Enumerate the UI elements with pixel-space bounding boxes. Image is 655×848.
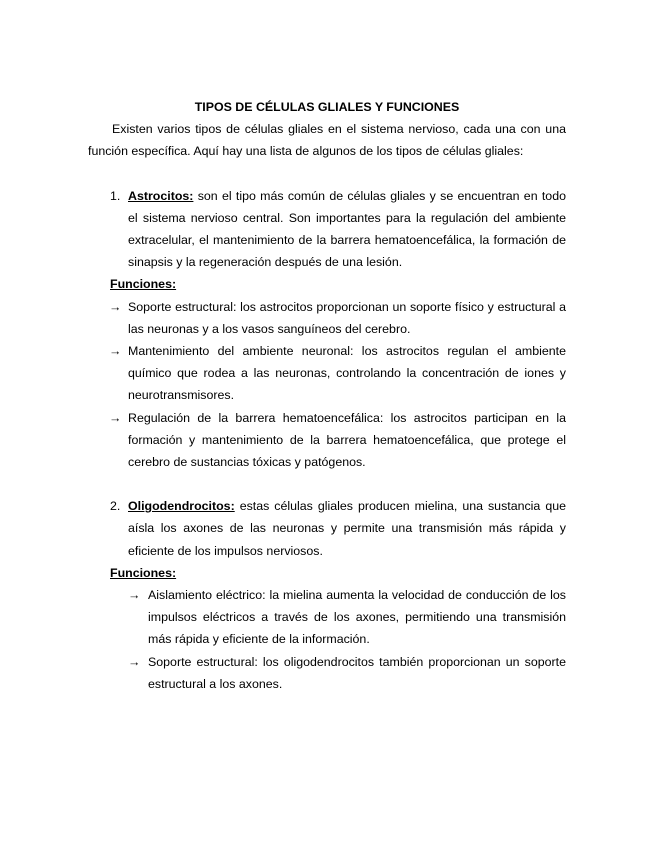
function-item: [88, 584, 566, 651]
function-text: Regulación de la barrera hematoencefálica: los astrocitos participan en la formación y mantenimiento de la barrera hematoencefálica, que protege el cerebro de sustancias tóxicas y patógenos.: [128, 410, 566, 470]
spacer: [88, 473, 566, 495]
function-text: Soporte estructural: los astrocitos proporcionan un soporte físico y estructural a las neuronas y a los vasos sanguíneos del cerebro.: [128, 299, 566, 336]
document-body: [88, 96, 566, 695]
functions-heading: Funciones:: [110, 277, 177, 292]
function-item: [88, 407, 566, 474]
astrocitos-description: son el tipo más común de células gliales y se encuentran en todo el sistema nervioso central. Son importantes para la regulación del ambiente extracelular, el mantenimiento de la barrera hematoencefálica, la formación de sinapsis y la regeneración después de una lesión.: [128, 188, 566, 270]
arrow-right-icon: →: [128, 654, 141, 669]
document-title: TIPOS DE CÉLULAS GLIALES Y FUNCIONES: [194, 100, 460, 114]
list-item-astrocitos: [88, 185, 566, 274]
oligodendrocitos-description: estas células gliales producen mielina, una sustancia que aísla los axones de las neuronas y permite una transmisión más rápida y eficiente de los impulsos nerviosos.: [128, 499, 566, 558]
arrow-right-icon: →: [109, 410, 122, 425]
function-item: [88, 651, 566, 695]
function-item: [88, 340, 566, 407]
function-text: Soporte estructural: los oligodendrocitos también proporcionan un soporte estructural a los axones.: [148, 654, 566, 691]
arrow-right-icon: →: [109, 299, 122, 314]
function-text: Mantenimiento del ambiente neuronal: los astrocitos regulan el ambiente químico que rodea a las neuronas, controlando la concentración de iones y neurotransmisores.: [128, 344, 566, 403]
list-item-oligodendrocitos: [88, 495, 566, 562]
function-item: [88, 296, 566, 340]
arrow-right-icon: →: [109, 344, 122, 359]
list-number: 1.: [110, 188, 121, 203]
term-astrocitos: Astrocitos:: [128, 188, 194, 203]
term-oligodendrocitos: Oligodendrocitos:: [128, 499, 235, 514]
spacer: [88, 163, 566, 185]
function-text: Aislamiento eléctrico: la mielina aumenta la velocidad de conducción de los impulsos eléctricos a través de los axones, permitiendo una transmisión más rápida y eficiente de la información.: [148, 588, 566, 647]
list-number: 2.: [110, 499, 121, 514]
functions-heading: Funciones:: [110, 565, 177, 580]
intro-paragraph: Existen varios tipos de células gliales en el sistema nervioso, cada una con una función específica. Aquí hay una lista de algunos de los tipos de células gliales:: [88, 122, 566, 159]
arrow-right-icon: →: [128, 588, 141, 603]
